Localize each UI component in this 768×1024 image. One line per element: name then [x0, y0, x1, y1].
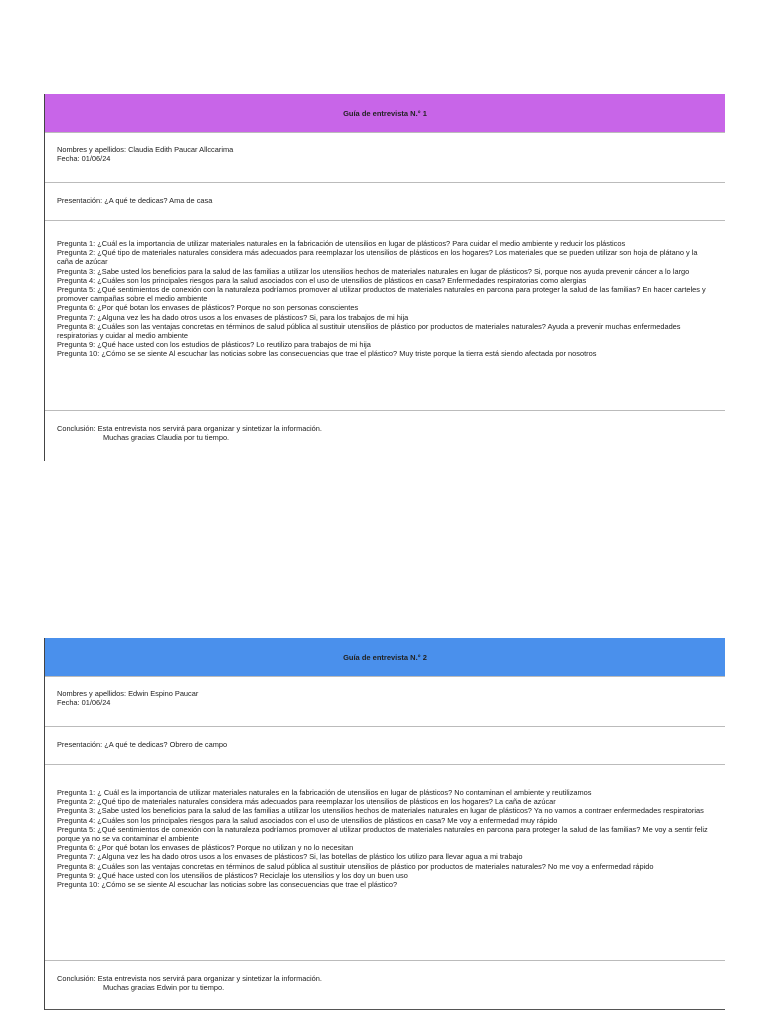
- presentation-section: [45, 726, 725, 764]
- question-item: Pregunta 7: ¿Alguna vez les ha dado otros usos a los envases de plásticos? Si, para los trabajos de mi hija: [57, 312, 409, 322]
- interviewee-info: [45, 676, 725, 726]
- question-item: Pregunta 3: ¿Sabe usted los beneficios para la salud de las familias a utilizar los utensilios hechos de materiales naturales en lugar de plásticos? Ya no vamos a contraer enfermedades respiratorias: [57, 806, 704, 816]
- conclusion-text: Conclusión: Esta entrevista nos servirá para organizar y sintetizar la información.: [57, 424, 322, 433]
- card-bottom-border: [45, 1009, 725, 1010]
- interview-title: Guía de entrevista N.° 2: [343, 652, 427, 662]
- question-item: Pregunta 5: ¿Qué sentimientos de conexión con la naturaleza podríamos promover al utilizar productos de materiales naturales en parcona para proteger la salud de las familias? Me voy a sentir feliz porque ya no se va contaminar el ambiente: [57, 824, 708, 844]
- question-item: Pregunta 6: ¿Por qué botan los envases de plásticos? Porque no son personas conscientes: [57, 303, 359, 313]
- interview-card-1: [44, 94, 725, 461]
- conclusion-section: [45, 410, 725, 461]
- question-item: Pregunta 2: ¿Qué tipo de materiales naturales considera más adecuados para reemplazar los utensilios de plásticos en los hogares? La caña de azúcar: [57, 797, 556, 807]
- question-item: Pregunta 1: ¿Cuál es la importancia de utilizar materiales naturales en la fabricación de utensilios en lugar de plásticos? Para cuidar el medio ambiente y reducir los plásticos: [57, 239, 626, 248]
- conclusion-section: [45, 960, 725, 1009]
- question-item: Pregunta 1: ¿ Cuál es la importancia de utilizar materiales naturales en la fabricación de utensilios en lugar de plásticos? No contaminan el ambiente y reutilizamos: [57, 788, 592, 797]
- interview-card-2: [44, 638, 725, 1010]
- question-item: Pregunta 7: ¿Alguna vez les ha dado otros usos a los envases de plásticos? Si, las botellas de plástico los utilizo para llevar agua a mi trabajo: [57, 852, 523, 862]
- question-item: Pregunta 3: ¿Sabe usted los beneficios para la salud de las familias a utilizar los utensilios hechos de materiales naturales en lugar de plásticos? Si, porque nos ayuda prevenir cáncer a lo largo: [57, 266, 690, 276]
- interview-title: Guía de entrevista N.° 1: [343, 108, 427, 118]
- questions-section: [45, 220, 725, 410]
- presentation-section: [45, 182, 725, 220]
- date-line: Fecha: 01/06/24: [57, 698, 111, 708]
- thanks-text: Muchas gracias Claudia por tu tiempo.: [103, 433, 230, 443]
- question-item: Pregunta 8: ¿Cuáles son las ventajas concretas en términos de salud pública al sustituir utensilios de plástico por productos de materiales naturales? No me voy a enfermedad rápido: [57, 861, 654, 871]
- questions-section: [45, 764, 725, 960]
- question-item: Pregunta 10: ¿Cómo se se siente Al escuchar las noticias sobre las consecuencias que trae el plástico?: [57, 880, 398, 890]
- question-item: Pregunta 4: ¿Cuáles son los principales riesgos para la salud asociados con el uso de utensilios de plásticos en casa? Me voy a enfermedad muy rápido: [57, 815, 558, 825]
- presentation-text: Presentación: ¿A qué te dedicas? Obrero de campo: [57, 740, 228, 749]
- date-line: Fecha: 01/06/24: [57, 154, 111, 164]
- question-item: Pregunta 8: ¿Cuáles son las ventajas concretas en términos de salud pública al sustituir utensilios de plástico por productos de materiales naturales? Ayuda a prevenir muchas enfermedades respiratorias y cuidar al medio ambiente: [57, 321, 681, 341]
- question-item: Pregunta 10: ¿Cómo se se siente Al escuchar las noticias sobre las consecuencias que trae el plástico? Muy triste porque la tierra está siendo afectada por nosotros: [57, 349, 597, 359]
- question-item: Pregunta 4: ¿Cuáles son los principales riesgos para la salud asociados con el uso de utensilios de plásticos en casa? Enfermedades respiratorias como alergias: [57, 275, 587, 285]
- question-item: Pregunta 9: ¿Qué hace usted con los estudios de plásticos? Lo reutilizo para trabajos de mi hija: [57, 340, 371, 350]
- conclusion-text: Conclusión: Esta entrevista nos servirá para organizar y sintetizar la información.: [57, 974, 322, 983]
- presentation-text: Presentación: ¿A qué te dedicas? Ama de casa: [57, 196, 213, 205]
- name-line: Nombres y apellidos: Claudia Edith Paucar Allccarima: [57, 145, 234, 154]
- question-item: Pregunta 2: ¿Qué tipo de materiales naturales considera más adecuados para reemplazar los utensilios de plásticos en los hogares? Los materiales que se pueden utilizar son hoja de plátano y la caña de azúcar: [57, 248, 698, 267]
- interviewee-info: [45, 132, 725, 182]
- question-item: Pregunta 5: ¿Qué sentimientos de conexión con la naturaleza podríamos promover al utilizar productos de materiales naturales en parcona para proteger la salud de las familias? En hacer carteles y promover campañas sobre el medio ambiente: [57, 285, 706, 304]
- thanks-text: Muchas gracias Edwin por tu tiempo.: [103, 983, 225, 993]
- interview-title-header: [45, 94, 725, 132]
- name-line: Nombres y apellidos: Edwin Espino Paucar: [57, 689, 199, 698]
- question-item: Pregunta 6: ¿Por qué botan los envases de plásticos? Porque no utilizan y no lo necesitan: [57, 843, 354, 853]
- interview-title-header: [45, 638, 725, 676]
- question-item: Pregunta 9: ¿Qué hace usted con los utensilios de plásticos? Reciclaje los utensilios y los doy un buen uso: [57, 870, 408, 880]
